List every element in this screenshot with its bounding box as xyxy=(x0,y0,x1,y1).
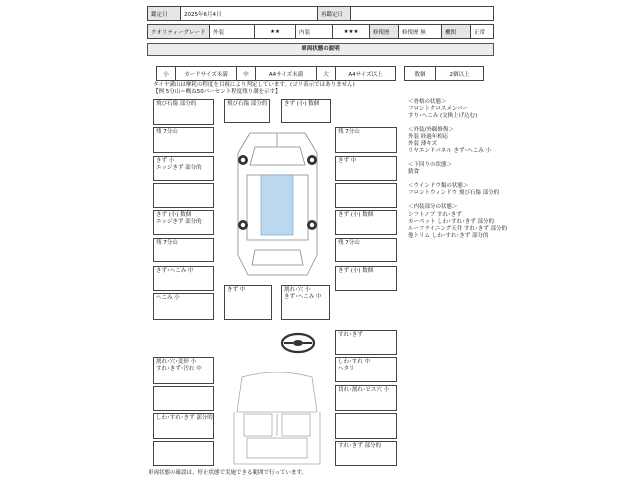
damage-text: きず 中 xyxy=(227,287,246,293)
car-roof-glass xyxy=(261,175,293,235)
damage-text: 割れ･穴 小 xyxy=(284,287,311,293)
condition-notes xyxy=(408,99,507,240)
damage-box-front-windshield xyxy=(224,99,270,123)
interior-box-left-bottom xyxy=(153,441,214,466)
quality-grade-label: クオリティーグレード xyxy=(148,25,210,39)
damage-box-left-rear xyxy=(153,266,214,291)
engine-label: 機関 xyxy=(442,25,471,39)
damage-box-rear-center xyxy=(224,285,272,320)
interior-text: ヘタリ xyxy=(338,365,355,372)
legend-large: 大 xyxy=(317,67,336,81)
condition-note-line: ＜外装/外観修復＞ xyxy=(408,127,454,134)
inspection-date-value: 2025年6月4日 xyxy=(181,7,318,21)
section-title-box xyxy=(147,43,494,56)
interior-text: すれ･きず 部分的 xyxy=(338,443,381,449)
car-interior-diagram xyxy=(222,372,332,467)
reinspection-date-value xyxy=(351,7,494,21)
condition-note-line: ルーフライニング天井 すれ･きず 部分的 xyxy=(408,225,507,232)
condition-note-line: フロントウィンドウ 飛び石傷 部分的 xyxy=(408,190,500,197)
interior-text: しわ･すれ･きず 部分的 xyxy=(156,415,213,421)
size-legend xyxy=(156,66,396,81)
condition-note-line: カーペット しわ･すれ･きず 部分的 xyxy=(408,218,494,225)
damage-text: きず (小) 数個 xyxy=(338,268,374,274)
damage-box-left-front-door xyxy=(153,156,214,181)
condition-note-line: ＜ウインドウ類の状態＞ xyxy=(408,183,469,190)
interior-text: 割れ･穴･変形 小 xyxy=(156,359,197,365)
interior-box-seat xyxy=(335,357,397,382)
damage-text: エッジきず 部分的 xyxy=(156,164,202,171)
condition-note-line: 外装 経過年相応 xyxy=(408,134,449,141)
tire-box-front-left xyxy=(153,127,214,153)
interior-box-steering xyxy=(335,330,397,355)
tire-box-rear-left xyxy=(153,238,214,262)
damage-box-right-front xyxy=(335,156,397,181)
tire-box-rear-right xyxy=(335,238,397,262)
interior-label: 内装 xyxy=(296,25,333,39)
damage-text: へこみ 小 xyxy=(156,295,180,301)
reinspection-date-label: 再鑑定日 xyxy=(318,7,351,21)
damage-text: きず･へこみ 中 xyxy=(284,293,322,300)
damage-text: きず (小) 数個 xyxy=(156,212,192,218)
damage-box-rear-bumper-left xyxy=(153,293,214,320)
tire-note-line1: タイヤ溝山は摩耗の程度を目視により判定しています。(ゴリ表示ではありません) xyxy=(153,82,355,88)
count-legend xyxy=(404,66,484,81)
legend-medium-desc: A4サイズ未満 xyxy=(256,67,317,81)
interior-box-trim xyxy=(335,385,397,411)
tire-text: 残 7分山 xyxy=(156,129,178,135)
damage-text: きず 中 xyxy=(338,158,357,164)
condition-note-line: すり･へこみ (交換上げ込む) xyxy=(408,113,478,120)
tire-text: 残 7分山 xyxy=(156,240,178,246)
damage-text: エッジきず 部分的 xyxy=(156,218,202,225)
inspection-date-label: 鑑定日 xyxy=(148,7,181,21)
tire-text: 残 7分山 xyxy=(338,129,360,135)
condition-note-line: ＜下回りの状態＞ xyxy=(408,162,453,169)
damage-box-right-rear xyxy=(335,266,397,291)
repair-history-label: 修復歴 xyxy=(370,25,399,39)
damage-text: きず (小) 数個 xyxy=(338,212,374,218)
interior-text: しわ･すれ 中 xyxy=(338,359,370,365)
legend-large-desc: A4サイズ以上 xyxy=(336,67,396,81)
condition-note-line: 錆食 xyxy=(408,169,420,176)
count-label: 数個 xyxy=(405,67,436,81)
condition-note-line: リヤエンドパネル きず･へこみ 小 xyxy=(408,148,492,155)
interior-box-roof xyxy=(335,441,397,466)
footer-note: 車両状態の確認は、停止状態で実施できる範囲で行っています。 xyxy=(148,470,308,476)
count-desc: 2個以上 xyxy=(436,67,484,81)
section-title: 車両状態の説明 xyxy=(301,46,340,52)
interior-text: 切れ･割れ･ピス穴 小 xyxy=(338,387,390,393)
damage-box-left-rear-door xyxy=(153,210,214,235)
engine-value: 正常 xyxy=(471,25,494,39)
tire-text: 残 7分山 xyxy=(338,240,360,246)
legend-small: 小 xyxy=(157,67,176,81)
damage-text: 飛び石傷 部分的 xyxy=(156,101,197,107)
header-table-row2 xyxy=(147,24,494,39)
exterior-label: 外装 xyxy=(210,25,255,39)
condition-note-line: フロントクロスメンバー xyxy=(408,106,469,113)
condition-note-line: 外装 薄キズ xyxy=(408,141,438,148)
interior-box-right-blank xyxy=(335,413,397,439)
damage-text: きず 小 xyxy=(156,158,175,164)
condition-note-line: ＜内装部分の状態＞ xyxy=(408,204,458,211)
damage-box-rear-right xyxy=(281,285,330,320)
damage-text: きず･へこみ 中 xyxy=(156,268,194,274)
damage-box-right-mid xyxy=(335,183,397,208)
exterior-stars: ★★ xyxy=(255,25,296,39)
damage-box-front-left xyxy=(153,99,214,125)
damage-box-right-rear-door xyxy=(335,210,397,235)
interior-box-left-blank xyxy=(153,386,214,411)
repair-history-value: 修復歴 無 xyxy=(399,25,442,39)
interior-text: すれ･きず xyxy=(338,332,363,338)
header-table-row1 xyxy=(147,6,494,21)
condition-note-line: シフトノブ すれ･きず xyxy=(408,211,462,218)
condition-note-line: ＜骨格の状態＞ xyxy=(408,99,447,105)
condition-note-line: 他トリム しわ･すれ･きず 部分的 xyxy=(408,232,489,239)
damage-text: 飛び石傷 部分的 xyxy=(227,101,268,107)
legend-small-desc: カードサイズ未満 xyxy=(176,67,237,81)
damage-box-left-mid xyxy=(153,183,214,208)
legend-medium: 中 xyxy=(237,67,256,81)
interior-box-dashboard xyxy=(153,357,214,384)
steering-wheel-icon xyxy=(280,332,316,354)
damage-text: きず (小) 数個 xyxy=(284,101,320,107)
car-topview-diagram xyxy=(225,125,330,285)
interior-text: すれ･きず･汚れ 中 xyxy=(156,365,202,372)
interior-stars: ★★★ xyxy=(333,25,370,39)
tire-box-front-right xyxy=(335,127,397,153)
damage-box-front-center xyxy=(281,99,331,123)
tire-note-line2: 【例 5分山＝概ね50パーセント程度残り溝を示す】 xyxy=(153,89,281,95)
interior-box-carpet xyxy=(153,413,214,439)
